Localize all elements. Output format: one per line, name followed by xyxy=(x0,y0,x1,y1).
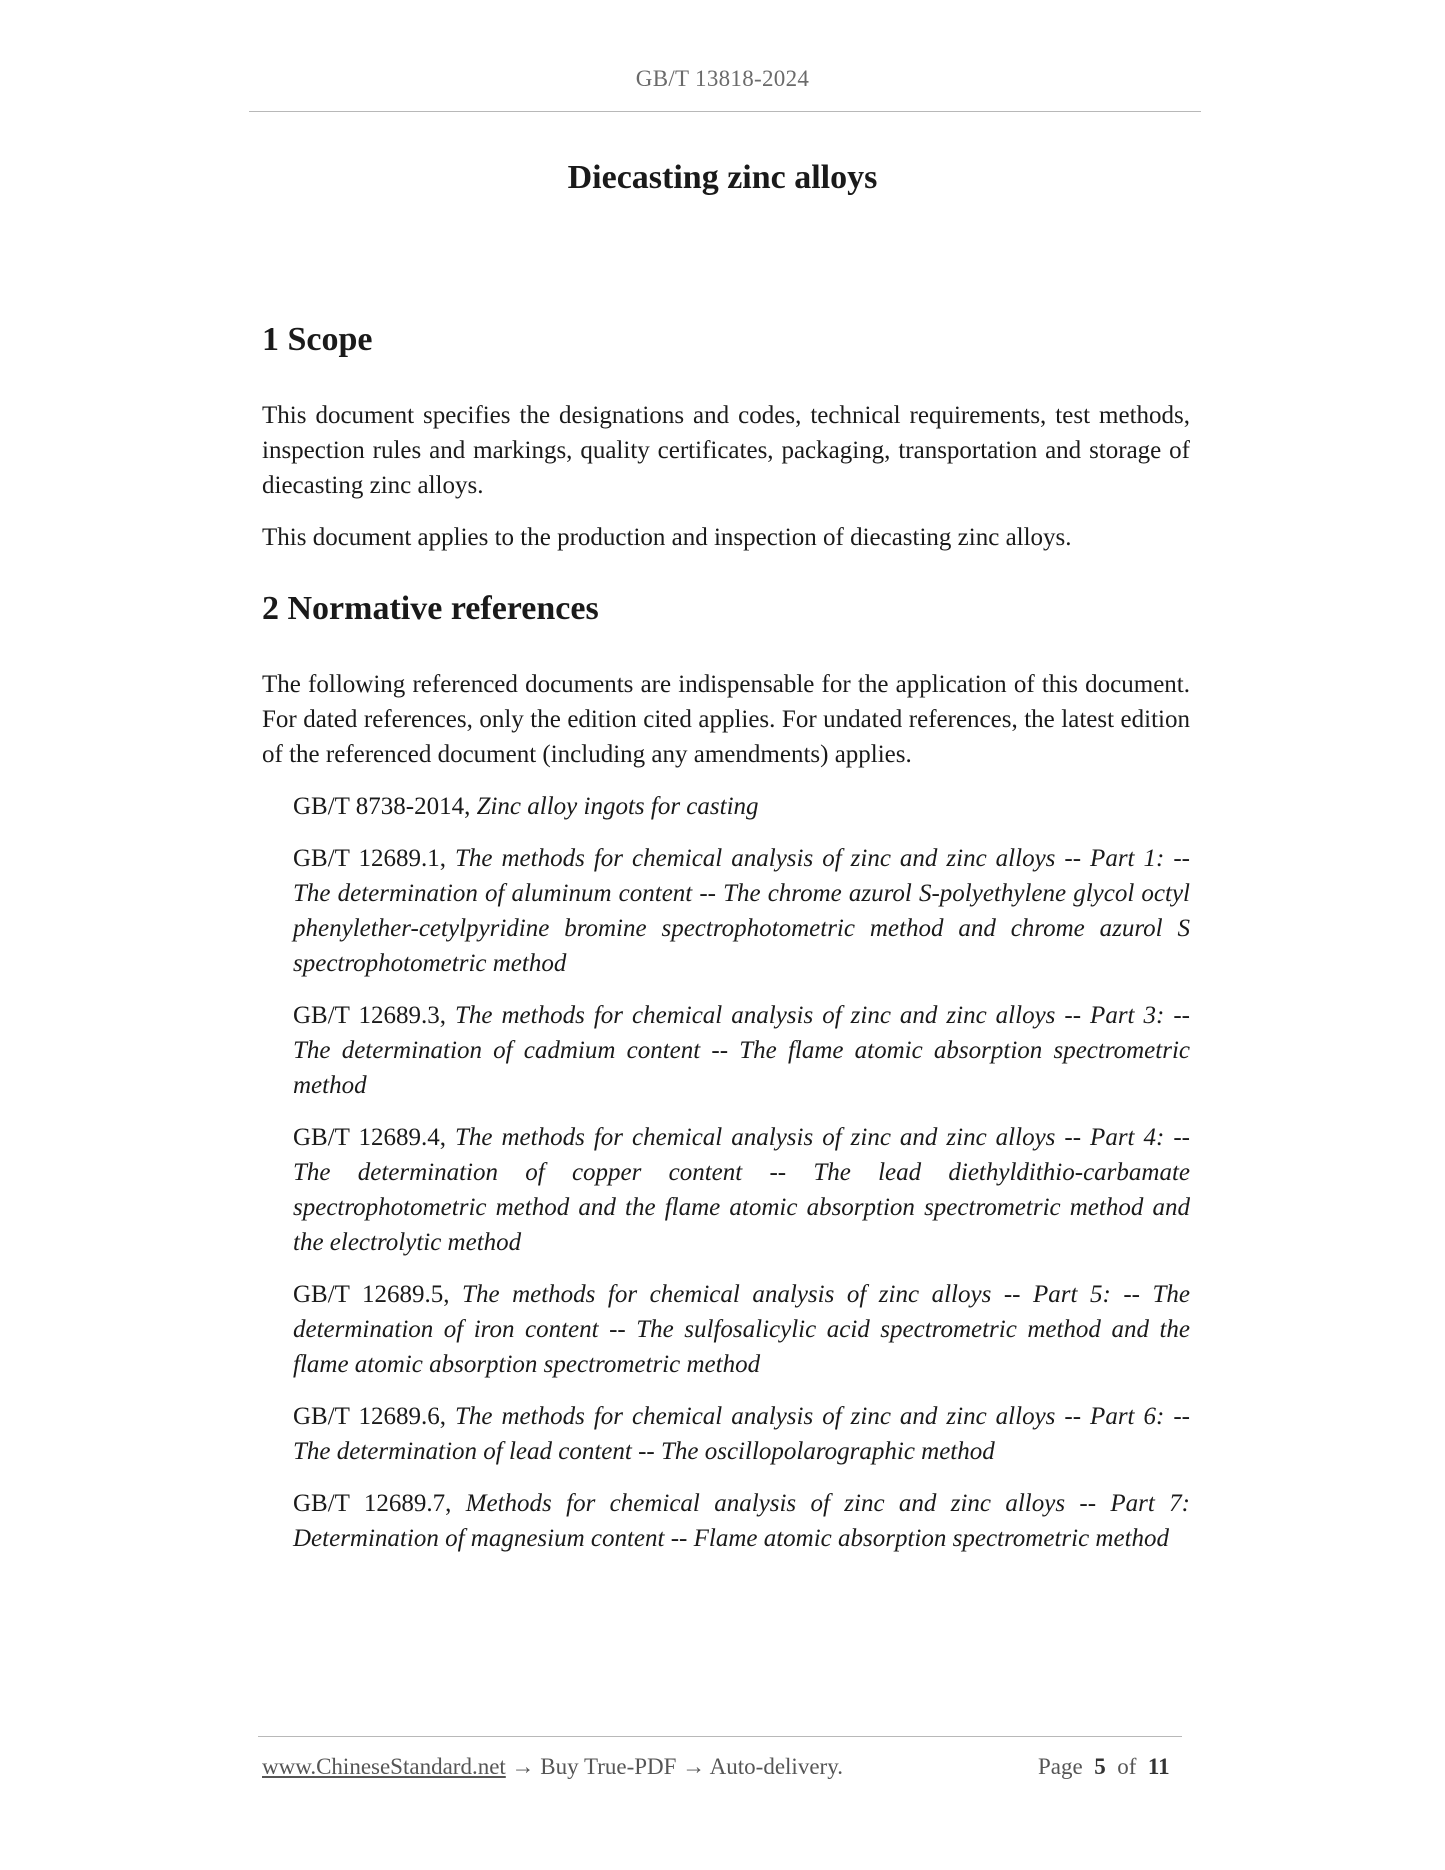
section-heading-scope: 1 Scope xyxy=(262,321,373,358)
reference-code: GB/T 12689.4, xyxy=(293,1124,455,1151)
reference-item xyxy=(293,789,1190,824)
reference-code: GB/T 12689.7, xyxy=(293,1490,466,1517)
reference-item xyxy=(293,1277,1190,1382)
footer-buy-text: Buy True-PDF xyxy=(540,1754,677,1779)
reference-title: Zinc alloy ingots for casting xyxy=(476,793,759,820)
document-title: Diecasting zinc alloys xyxy=(567,159,878,196)
reference-code: GB/T 12689.6, xyxy=(293,1403,455,1430)
page-total: 11 xyxy=(1147,1754,1170,1779)
page-indicator xyxy=(1038,1754,1170,1780)
reference-title: Methods for chemical analysis of zinc and zinc alloys -- Part 7: Determination of magnesium content -- Flame atomic absorption spectrometric method xyxy=(293,1490,1191,1552)
document-body xyxy=(262,318,1190,1556)
reference-item xyxy=(293,1399,1190,1469)
reference-title: The methods for chemical analysis of zinc and zinc alloys -- Part 4: -- The determination of copper content -- The lead diethyldithio-carbamate spectrophotometric method and the flame atomic absorption spectrometric method and the electrolytic method xyxy=(293,1124,1190,1256)
scope-paragraph-2: This document applies to the production and inspection of diecasting zinc alloys. xyxy=(262,524,1072,551)
reference-title: The methods for chemical analysis of zinc alloys -- Part 5: -- The determination of iron content -- The sulfosalicylic acid spectrometric method and the flame atomic absorption spectrometric method xyxy=(293,1281,1191,1378)
reference-item xyxy=(293,1486,1190,1556)
header-divider xyxy=(249,111,1201,112)
of-label: of xyxy=(1117,1754,1137,1779)
reference-title: The methods for chemical analysis of zinc and zinc alloys -- Part 1: -- The determination of aluminum content -- The chrome azurol S-polyethylene glycol octyl phenylether-cetylpyridine bromine spectrophotometric method and chrome azurol S spectrophotometric method xyxy=(293,845,1190,977)
section-heading-normative-references: 2 Normative references xyxy=(262,590,599,627)
header-standard-code: GB/T 13818-2024 xyxy=(635,66,810,91)
reference-code: GB/T 8738-2014, xyxy=(293,793,477,820)
reference-code: GB/T 12689.5, xyxy=(293,1281,463,1308)
reference-item xyxy=(293,1120,1190,1260)
footer-website-link[interactable]: www.ChineseStandard.net xyxy=(262,1754,506,1779)
page-label: Page xyxy=(1038,1754,1083,1779)
scope-paragraph-1: This document specifies the designations and codes, technical requirements, test methods, inspection rules and markings, quality certificates, packaging, transportation and storage of diecasting zinc alloys. xyxy=(262,402,1190,499)
arrow-right-icon: → xyxy=(682,1754,706,1779)
reference-code: GB/T 12689.1, xyxy=(293,845,455,872)
footer-delivery-text: Auto-delivery. xyxy=(709,1754,843,1779)
footer-divider xyxy=(258,1736,1182,1737)
reference-title: The methods for chemical analysis of zinc and zinc alloys -- Part 6: -- The determination of lead content -- The oscillopolarographic method xyxy=(293,1403,1190,1465)
arrow-right-icon: → xyxy=(511,1754,535,1779)
reference-item xyxy=(293,998,1190,1103)
normative-intro-paragraph: The following referenced documents are indispensable for the application of this document. For dated references, only the edition cited applies. For undated references, the latest edition of the referenced document (including any amendments) applies. xyxy=(262,671,1190,768)
reference-item xyxy=(293,841,1190,981)
reference-title: The methods for chemical analysis of zinc and zinc alloys -- Part 3: -- The determination of cadmium content -- The flame atomic absorption spectrometric method xyxy=(293,1002,1190,1099)
page-current: 5 xyxy=(1094,1754,1106,1779)
footer-promo xyxy=(262,1754,843,1780)
reference-code: GB/T 12689.3, xyxy=(293,1002,455,1029)
